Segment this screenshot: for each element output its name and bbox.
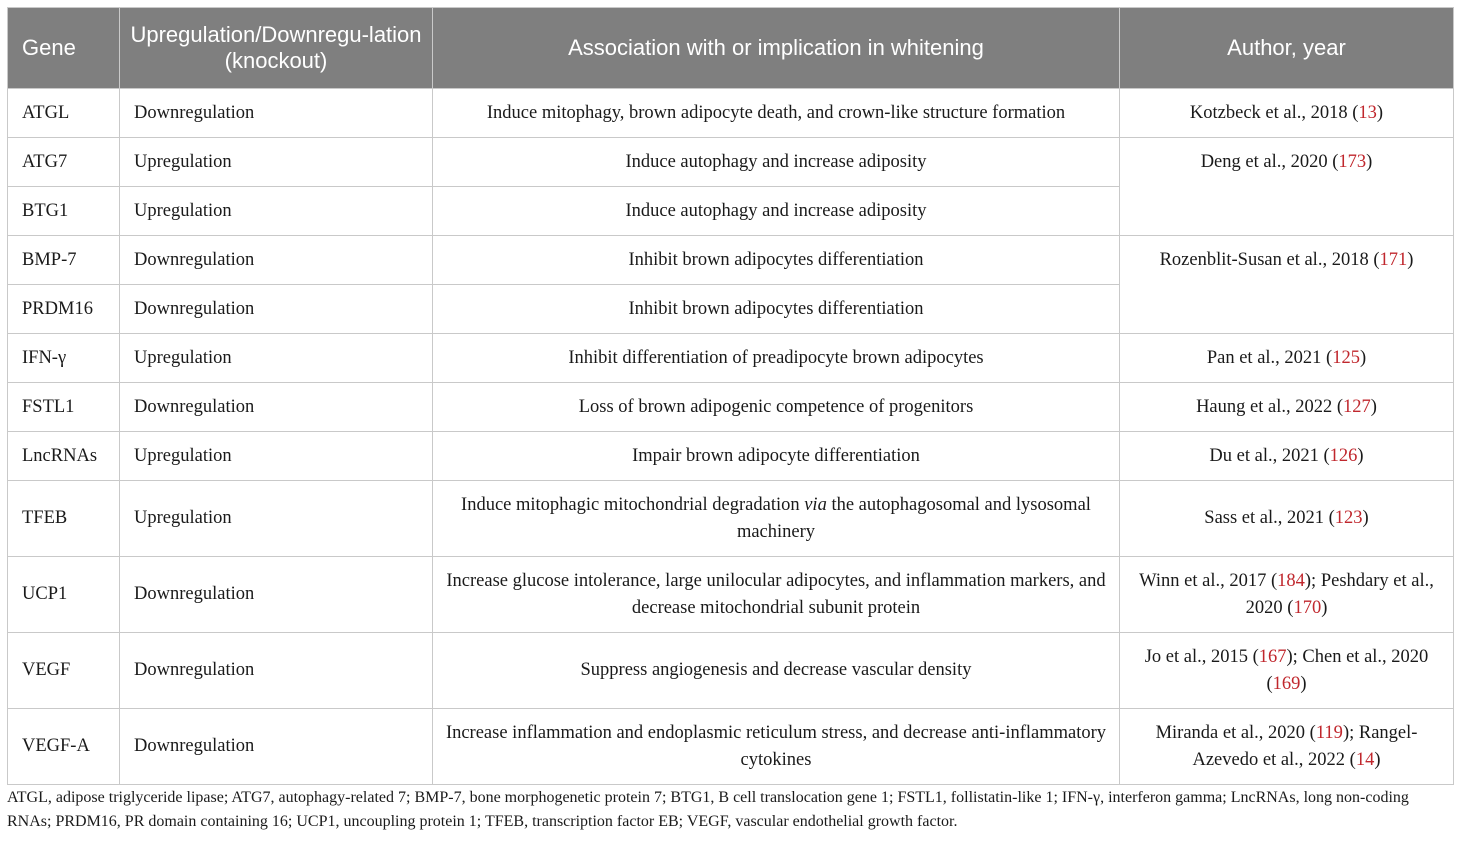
association-italic-text: via — [804, 494, 827, 515]
author-cell — [1120, 557, 1454, 633]
author-text: ) — [1366, 152, 1373, 172]
association-cell — [433, 481, 1120, 557]
regulation-cell: Downregulation — [120, 383, 433, 432]
gene-cell: PRDM16 — [8, 285, 120, 334]
author-text: Kotzbeck et al., 2018 ( — [1189, 102, 1359, 123]
gene-cell: VEGF-A — [8, 709, 120, 785]
reference-link[interactable]: 119 — [1315, 722, 1343, 743]
association-cell: Inhibit differentiation of preadipocyte brown adipocytes — [433, 334, 1120, 383]
regulation-cell: Upregulation — [120, 334, 433, 383]
header-regulation: Upregulation/Downregu-lation (knockout) — [120, 8, 433, 89]
gene-cell: IFN-γ — [8, 334, 120, 383]
header-author: Author, year — [1120, 8, 1454, 89]
regulation-cell: Downregulation — [120, 557, 433, 633]
reference-link[interactable]: 184 — [1277, 570, 1305, 591]
author-text: ) — [1376, 102, 1384, 123]
author-text: Du et al., 2021 ( — [1209, 445, 1330, 466]
reference-link[interactable]: 123 — [1334, 508, 1363, 528]
table-row — [8, 633, 1454, 709]
gene-cell: BMP-7 — [8, 236, 120, 285]
author-cell — [1120, 236, 1454, 334]
association-cell: Induce autophagy and increase adiposity — [433, 187, 1120, 236]
author-text: ); Chen et al., 2020 ( — [1266, 646, 1429, 694]
author-text: Miranda et al., 2020 ( — [1155, 722, 1316, 743]
reference-link[interactable]: 167 — [1258, 646, 1287, 667]
reference-link[interactable]: 125 — [1332, 347, 1360, 368]
association-cell: Loss of brown adipogenic competence of progenitors — [433, 383, 1120, 432]
association-cell: Induce autophagy and increase adiposity — [433, 138, 1120, 187]
author-cell — [1120, 383, 1454, 432]
table-row — [8, 481, 1454, 557]
author-text: ) — [1321, 597, 1328, 618]
author-cell — [1120, 633, 1454, 709]
author-cell — [1120, 138, 1454, 236]
gene-whitening-table — [7, 7, 1454, 785]
gene-cell: FSTL1 — [8, 383, 120, 432]
association-text: Induce mitophagic mitochondrial degradation — [461, 494, 805, 515]
table-row — [8, 557, 1454, 633]
regulation-cell: Upregulation — [120, 138, 433, 187]
author-text: ) — [1362, 508, 1369, 528]
header-gene: Gene — [8, 8, 120, 89]
reference-link[interactable]: 126 — [1329, 445, 1358, 466]
table-row — [8, 89, 1454, 138]
table-container — [7, 7, 1453, 785]
author-text: Haung et al., 2022 ( — [1196, 396, 1343, 417]
table-row — [8, 334, 1454, 383]
reference-link[interactable]: 171 — [1379, 250, 1408, 270]
author-cell — [1120, 709, 1454, 785]
table-header-row — [8, 8, 1454, 89]
reference-link[interactable]: 13 — [1358, 102, 1377, 123]
author-text: Jo et al., 2015 ( — [1144, 646, 1259, 667]
association-cell: Inhibit brown adipocytes differentiation — [433, 236, 1120, 285]
regulation-cell: Upregulation — [120, 481, 433, 557]
table-row — [8, 383, 1454, 432]
author-text: ) — [1359, 347, 1367, 368]
gene-cell: TFEB — [8, 481, 120, 557]
gene-cell: LncRNAs — [8, 432, 120, 481]
reference-link[interactable]: 127 — [1343, 396, 1371, 417]
table-row — [8, 709, 1454, 785]
author-cell — [1120, 481, 1454, 557]
regulation-cell: Downregulation — [120, 89, 433, 138]
table-row — [8, 236, 1454, 285]
author-text: ) — [1300, 673, 1307, 694]
author-text: ) — [1370, 396, 1377, 417]
author-text: ) — [1357, 445, 1364, 466]
author-text: ); Rangel-Azevedo et al., 2022 ( — [1192, 722, 1418, 770]
author-cell — [1120, 89, 1454, 138]
gene-cell: ATG7 — [8, 138, 120, 187]
author-cell — [1120, 432, 1454, 481]
author-text: Winn et al., 2017 ( — [1139, 570, 1278, 591]
author-text: Pan et al., 2021 ( — [1206, 347, 1333, 368]
reference-link[interactable]: 173 — [1338, 152, 1367, 172]
author-text: Rozenblit-Susan et al., 2018 ( — [1159, 250, 1380, 270]
association-cell: Increase glucose intolerance, large unilocular adipocytes, and inflammation markers, and decrease mitochondrial subunit protein — [433, 557, 1120, 633]
reference-link[interactable]: 14 — [1355, 749, 1375, 770]
regulation-cell: Upregulation — [120, 432, 433, 481]
gene-cell: UCP1 — [8, 557, 120, 633]
association-cell: Suppress angiogenesis and decrease vascular density — [433, 633, 1120, 709]
association-cell: Inhibit brown adipocytes differentiation — [433, 285, 1120, 334]
header-association: Association with or implication in whitening — [433, 8, 1120, 89]
author-text: Sass et al., 2021 ( — [1204, 508, 1335, 528]
author-text: Deng et al., 2020 ( — [1200, 152, 1339, 172]
author-text: ) — [1407, 250, 1414, 270]
reference-link[interactable]: 169 — [1272, 673, 1301, 694]
author-text: ) — [1374, 749, 1381, 770]
regulation-cell: Downregulation — [120, 236, 433, 285]
association-cell: Increase inflammation and endoplasmic reticulum stress, and decrease anti-inflammatory cytokines — [433, 709, 1120, 785]
regulation-cell: Downregulation — [120, 633, 433, 709]
table-row — [8, 432, 1454, 481]
table-row — [8, 138, 1454, 187]
table-footnote: ATGL, adipose triglyceride lipase; ATG7, autophagy-related 7; BMP-7, bone morphogenetic protein 7; BTG1, B cell translocation gene 1; FSTL1, follistatin-like 1; IFN-γ, interferon gamma; LncRNAs, long non-coding RNAs; PRDM16, PR domain containing 16; UCP1, uncoupling protein 1; TFEB, transcription factor EB; VEGF, vascular endothelial growth factor. — [7, 789, 1409, 830]
reference-link[interactable]: 170 — [1293, 597, 1322, 618]
gene-cell: BTG1 — [8, 187, 120, 236]
regulation-cell: Upregulation — [120, 187, 433, 236]
gene-cell: ATGL — [8, 89, 120, 138]
association-cell: Induce mitophagy, brown adipocyte death, and crown-like structure formation — [433, 89, 1120, 138]
association-text: the autophagosomal and lysosomal machinery — [736, 494, 1091, 542]
author-cell — [1120, 334, 1454, 383]
regulation-cell: Downregulation — [120, 285, 433, 334]
association-cell: Impair brown adipocyte differentiation — [433, 432, 1120, 481]
regulation-cell: Downregulation — [120, 709, 433, 785]
author-text: ); Peshdary et al., 2020 ( — [1245, 570, 1434, 618]
gene-cell: VEGF — [8, 633, 120, 709]
